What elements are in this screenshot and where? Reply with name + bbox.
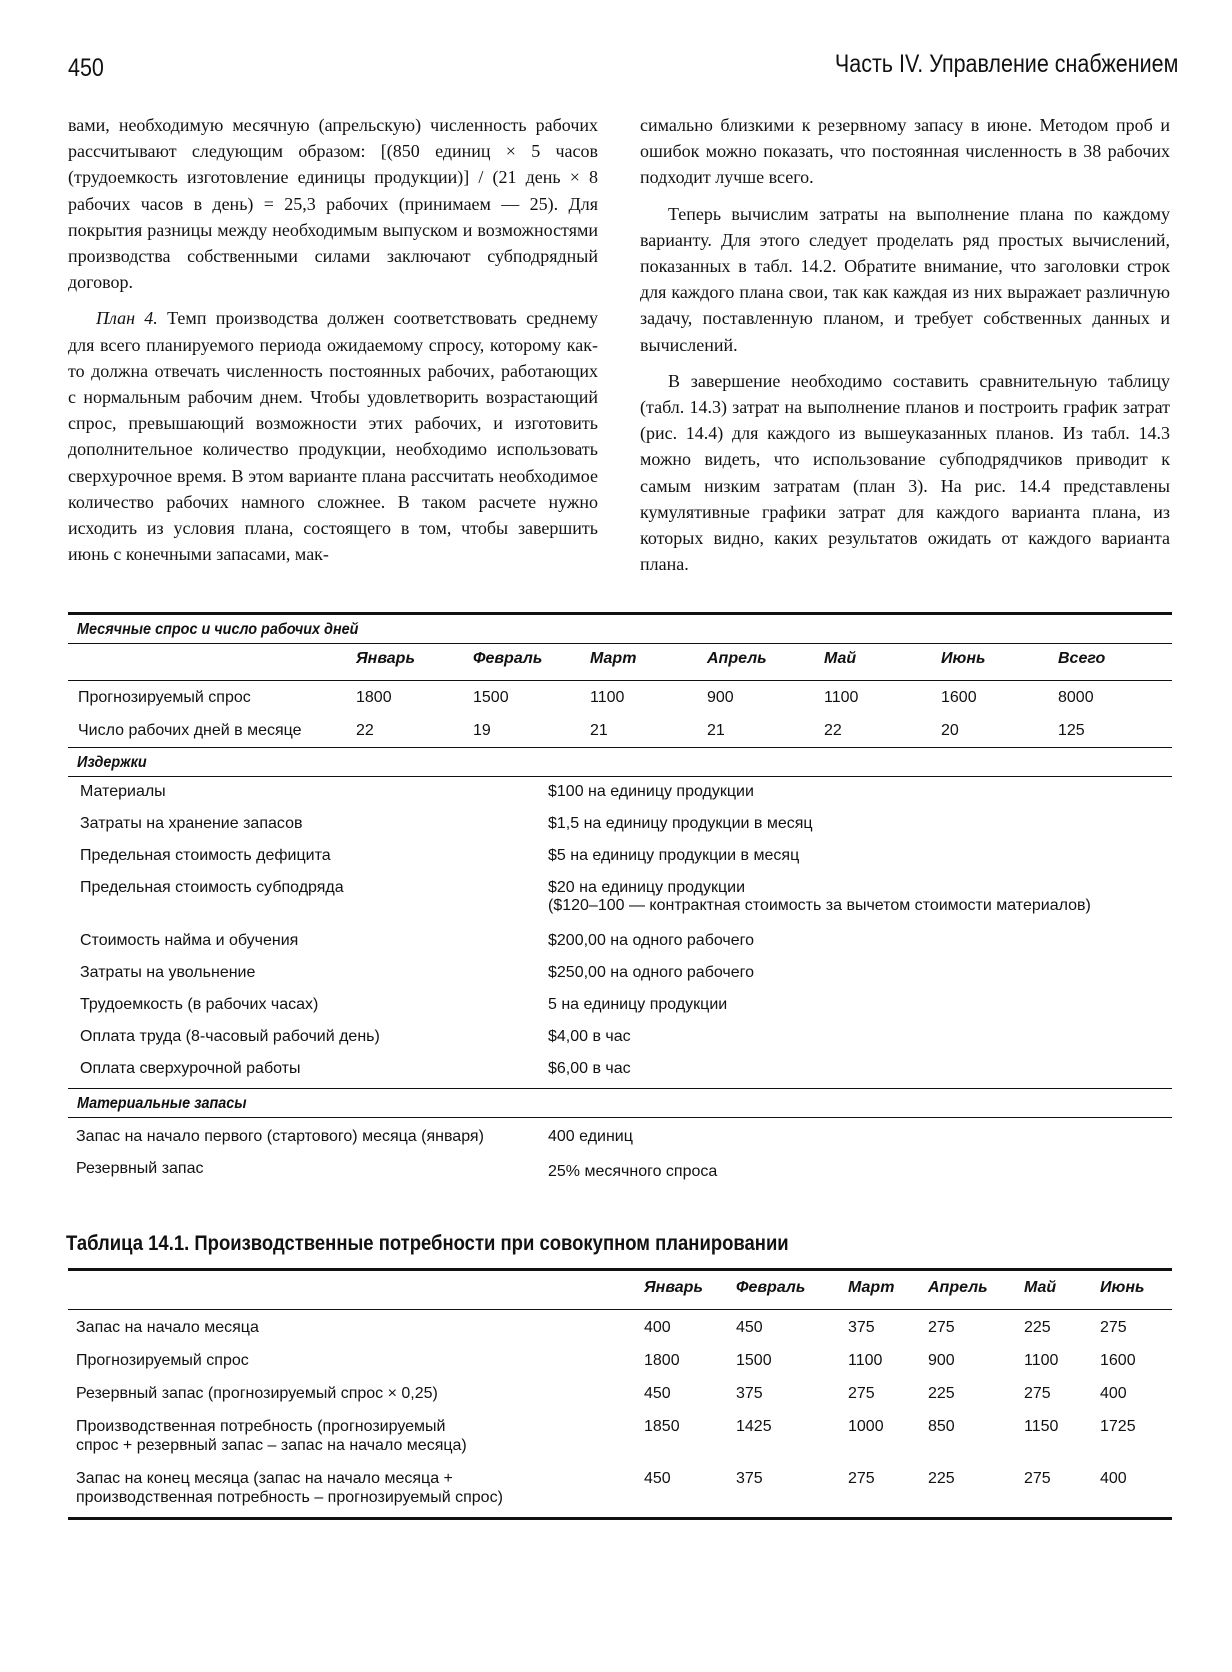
row-label bbox=[68, 1409, 644, 1461]
section-title-inventory: Материальные запасы bbox=[77, 1095, 247, 1112]
cell: 1100 bbox=[590, 688, 625, 706]
row-label-line: производственная потребность – прогнозируемый спрос) bbox=[76, 1489, 503, 1506]
row-label: Число рабочих дней в месяце bbox=[78, 721, 302, 739]
cell: $5 на единицу продукции в месяц bbox=[548, 847, 800, 864]
cell: 1500 bbox=[736, 1352, 772, 1369]
cell: 1800 bbox=[644, 1352, 680, 1369]
cell: 20 bbox=[941, 721, 959, 739]
paragraph: вами, необходимую месячную (апрельскую) численность рабочих рассчитывают следующим образом: [(850 единиц × 5 часов (трудоемкость изготовление единицы продукции)] / (21 день × 8 рабочих часов в день) = 25,3 рабочих (принимаем — 25). Для покрытия разницы между необходимым выпуском и возможностями производства собственными силами заключают субподрядный договор. bbox=[68, 115, 598, 293]
row-label: Затраты на хранение запасов bbox=[80, 815, 303, 832]
cell: 1150 bbox=[1024, 1418, 1059, 1435]
cell: 21 bbox=[707, 721, 725, 739]
row-label: Трудоемкость (в рабочих часах) bbox=[80, 996, 319, 1013]
row-label: Запас на начало месяца bbox=[76, 1319, 259, 1336]
cell: 275 bbox=[1024, 1385, 1051, 1402]
row-label: Материалы bbox=[80, 783, 166, 800]
cell: $4,00 в час bbox=[548, 1028, 631, 1045]
column-header: Февраль bbox=[473, 650, 543, 667]
cell bbox=[548, 879, 1172, 932]
costs-grid bbox=[68, 777, 1172, 1088]
table-rule bbox=[68, 1517, 1172, 1520]
cell: $100 на единицу продукции bbox=[548, 783, 754, 800]
header-spacer bbox=[68, 1271, 644, 1309]
row-label: Прогнозируемый спрос bbox=[76, 1352, 249, 1369]
column-header: Всего bbox=[1058, 650, 1106, 667]
cell: 450 bbox=[644, 1385, 671, 1402]
demand-grid bbox=[68, 644, 1172, 680]
row-label: Оплата труда (8-часовый рабочий день) bbox=[80, 1028, 380, 1045]
header-spacer bbox=[68, 644, 356, 680]
cell: 400 bbox=[1100, 1470, 1127, 1487]
column-header: Февраль bbox=[736, 1279, 806, 1296]
column-header: Январь bbox=[356, 650, 415, 667]
column-header: Май bbox=[1024, 1279, 1057, 1296]
cell: 125 bbox=[1058, 721, 1085, 739]
cell: 275 bbox=[848, 1470, 875, 1487]
row-label: Резервный запас bbox=[76, 1160, 204, 1177]
row-label: Оплата сверхурочной работы bbox=[80, 1060, 301, 1077]
column-header: Апрель bbox=[928, 1279, 988, 1296]
cell: 225 bbox=[928, 1470, 955, 1487]
cell: $250,00 на одного рабочего bbox=[548, 964, 755, 981]
row-label: Запас на начало первого (стартового) месяца (января) bbox=[76, 1128, 484, 1145]
cell: 21 bbox=[590, 721, 608, 739]
row-label-line: спрос + резервный запас – запас на начало месяца) bbox=[76, 1437, 467, 1454]
text-column-left bbox=[68, 112, 598, 567]
section-title-demand: Месячные спрос и число рабочих дней bbox=[77, 621, 359, 638]
cell: 275 bbox=[848, 1385, 875, 1402]
cell: 1500 bbox=[473, 688, 509, 706]
paragraph-plan-4 bbox=[68, 305, 598, 567]
cell: 25% месячного спроса bbox=[548, 1163, 718, 1180]
cell: 19 bbox=[473, 721, 491, 739]
cell: 400 bbox=[1100, 1385, 1127, 1402]
cell: 275 bbox=[1100, 1319, 1127, 1336]
row-label: Предельная стоимость дефицита bbox=[80, 847, 331, 864]
cell: 275 bbox=[928, 1319, 955, 1336]
paragraph-text: Темп производства должен соответствовать среднему для всего планируемого периода ожидаемому спросу, которому как-то должна отвечать численность постоянных рабочих, работающих с нормальным рабочим днем. Чтобы удовлетворить возрастающий спрос, превышающий возможности этих рабочих, и изготовить дополнительное количество продукции, необходимо использовать сверхурочное время. В этом варианте плана рассчитать необходимое количество рабочих намного сложнее. В таком расчете нужно исходить из условия плана, состоящего в том, чтобы завершить июнь с конечными запасами, мак- bbox=[68, 308, 599, 565]
cell: 400 bbox=[644, 1319, 671, 1336]
paragraph: симально близкими к резервному запасу в июне. Методом проб и ошибок можно показать, что постоянная численность в 38 рабочих подходит лучше всего. bbox=[640, 115, 1170, 188]
column-header: Июнь bbox=[1100, 1279, 1145, 1296]
cell: 450 bbox=[736, 1319, 763, 1336]
section-title-costs: Издержки bbox=[77, 754, 147, 771]
table-body bbox=[68, 1310, 1172, 1513]
cell: 850 bbox=[928, 1418, 955, 1435]
cell: 5 на единицу продукции bbox=[548, 996, 728, 1013]
cell: $6,00 в час bbox=[548, 1060, 631, 1077]
plan-label: План 4. bbox=[96, 308, 158, 329]
paragraph: Теперь вычислим затраты на выполнение плана по каждому варианту. Для этого следует проделать ряд простых вычислений, показанных в табл. 14.2. Обратите внимание, что заголовки строк для каждого плана свои, так как каждая из них выражает различную задачу, поставленную планом, и требует собственных данных и вычислений. bbox=[640, 203, 1170, 355]
cell: 8000 bbox=[1058, 688, 1094, 706]
row-label-line: Запас на конец месяца (запас на начало месяца + bbox=[76, 1470, 453, 1487]
cell: 900 bbox=[928, 1352, 955, 1369]
cell: 1725 bbox=[1100, 1418, 1136, 1435]
cell: 375 bbox=[736, 1385, 763, 1402]
page-number: 450 bbox=[68, 54, 104, 82]
production-requirements-table bbox=[68, 1268, 1172, 1520]
table-header bbox=[68, 1271, 1172, 1309]
cell: 375 bbox=[736, 1470, 763, 1487]
row-label-line: Производственная потребность (прогнозируемый bbox=[76, 1418, 446, 1435]
cell: 22 bbox=[356, 721, 374, 739]
cell-line: ($120–100 — контрактная стоимость за вычетом стоимости материалов) bbox=[548, 897, 1091, 914]
demand-rows bbox=[68, 681, 1172, 747]
row-label: Предельная стоимость субподряда bbox=[80, 879, 344, 896]
cell: $200,00 на одного рабочего bbox=[548, 932, 755, 949]
cell: 1425 bbox=[736, 1418, 772, 1435]
column-header: Январь bbox=[644, 1279, 703, 1296]
cell: $1,5 на единицу продукции в месяц bbox=[548, 815, 813, 832]
cell: 450 bbox=[644, 1470, 671, 1487]
row-label: Стоимость найма и обучения bbox=[80, 932, 299, 949]
row-label: Затраты на увольнение bbox=[80, 964, 256, 981]
cell: 400 единиц bbox=[548, 1128, 633, 1145]
table-caption: Таблица 14.1. Производственные потребности при совокупном планировании bbox=[66, 1232, 789, 1255]
paragraph: В завершение необходимо составить сравнительную таблицу (табл. 14.3) затрат на выполнение планов и построить график затрат (рис. 14.4) для каждого из вышеуказанных планов. Из табл. 14.3 можно видеть, что использование субподрядчиков приводит к самым низким затратам (план 3). На рис. 14.4 представлены кумулятивные графики затрат для каждого варианта плана, из которых видно, каких результатов ожидать от каждого варианта плана. bbox=[640, 370, 1170, 575]
cell: 1850 bbox=[644, 1418, 680, 1435]
cell: 275 bbox=[1024, 1470, 1051, 1487]
cell: 1100 bbox=[824, 688, 859, 706]
inventory-grid bbox=[68, 1118, 1172, 1195]
cell: 1100 bbox=[848, 1352, 883, 1369]
cell: 225 bbox=[1024, 1319, 1051, 1336]
column-header: Май bbox=[824, 650, 857, 667]
input-data-table bbox=[68, 612, 1172, 1195]
column-header: Июнь bbox=[941, 650, 986, 667]
row-label: Прогнозируемый спрос bbox=[78, 688, 251, 706]
column-header: Март bbox=[848, 1279, 895, 1296]
column-header: Апрель bbox=[707, 650, 767, 667]
text-column-right bbox=[640, 112, 1170, 577]
cell: 375 bbox=[848, 1319, 875, 1336]
row-label bbox=[68, 1461, 644, 1513]
row-label: Резервный запас (прогнозируемый спрос × 0,25) bbox=[76, 1385, 438, 1402]
cell: 1000 bbox=[848, 1418, 884, 1435]
cell: 22 bbox=[824, 721, 842, 739]
cell: 1600 bbox=[941, 688, 977, 706]
cell: 1800 bbox=[356, 688, 392, 706]
cell: 225 bbox=[928, 1385, 955, 1402]
column-header: Март bbox=[590, 650, 637, 667]
cell: 1100 bbox=[1024, 1352, 1059, 1369]
cell-line: $20 на единицу продукции bbox=[548, 879, 746, 896]
cell: 1600 bbox=[1100, 1352, 1136, 1369]
cell: 900 bbox=[707, 688, 734, 706]
running-head: Часть IV. Управление снабжением bbox=[834, 50, 1178, 78]
